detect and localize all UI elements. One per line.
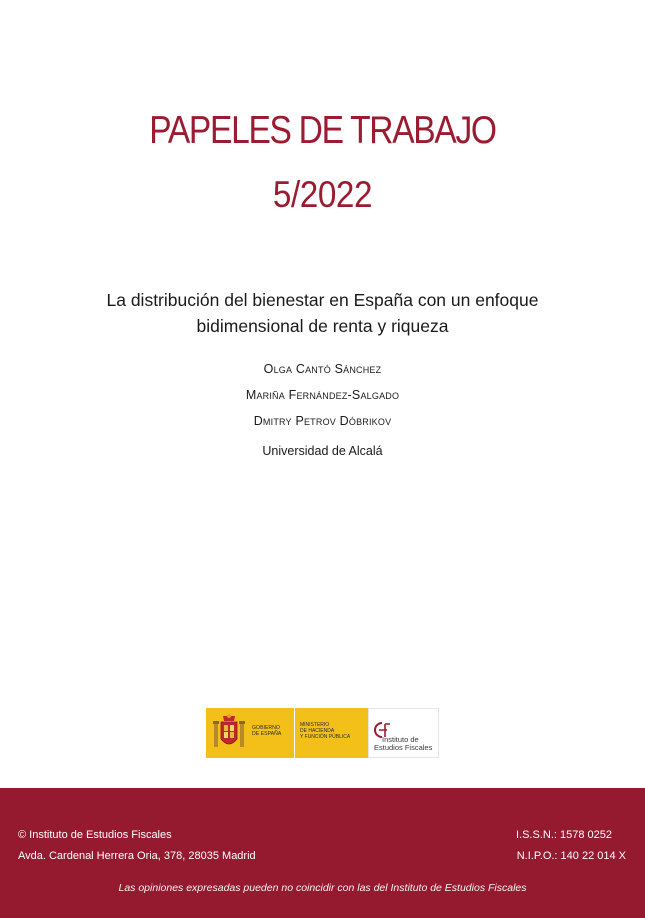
disclaimer-text: Las opiniones expresadas pueden no coincidir con las del Instituto de Estudios Fiscales [118, 882, 527, 894]
paper-title-line-2: bidimensional de renta y riqueza [196, 316, 449, 336]
issn-text: I.S.S.N.: 1578 0252 [515, 829, 612, 841]
gobierno-line-2: DE ESPAÑA [252, 731, 282, 737]
gobierno-label [252, 708, 295, 758]
ministerio-line-2: DE HACIENDA [300, 727, 335, 734]
ministerio-line-1: MINISTERIO [300, 722, 330, 728]
author-3: Dmitry Petrov Dóbrikov [253, 414, 392, 428]
ministerio-line-3: Y FUNCIÓN PÚBLICA [300, 733, 351, 740]
ief-line-2: Estudios Fiscales [374, 743, 433, 752]
author-1: Olga Cantó Sánchez [263, 362, 382, 376]
ministerio-label [295, 708, 368, 758]
nipo-text: N.I.P.O.: 140 22 014 X [516, 850, 626, 862]
copyright-text: © Instituto de Estudios Fiscales [18, 829, 172, 841]
series-number: 5/2022 [272, 174, 373, 215]
address-text: Avda. Cardenal Herrera Oria, 378, 28035 Madrid [18, 850, 256, 862]
institutional-logos [206, 708, 439, 758]
affiliation: Universidad de Alcalá [262, 444, 383, 458]
footer-band [0, 788, 645, 918]
series-title: PAPELES DE TRABAJO [149, 109, 496, 152]
coat-of-arms-icon [206, 708, 252, 758]
paper-title-line-1: La distribución del bienestar en España con un enfoque [106, 290, 539, 310]
author-2: Mariña Fernández-Salgado [245, 388, 400, 402]
ief-line-1: Instituto de [382, 735, 419, 744]
gobierno-line-1: GOBIERNO [252, 725, 280, 731]
paper-title [60, 287, 585, 339]
government-logo [206, 708, 368, 758]
ief-logo [368, 708, 439, 758]
